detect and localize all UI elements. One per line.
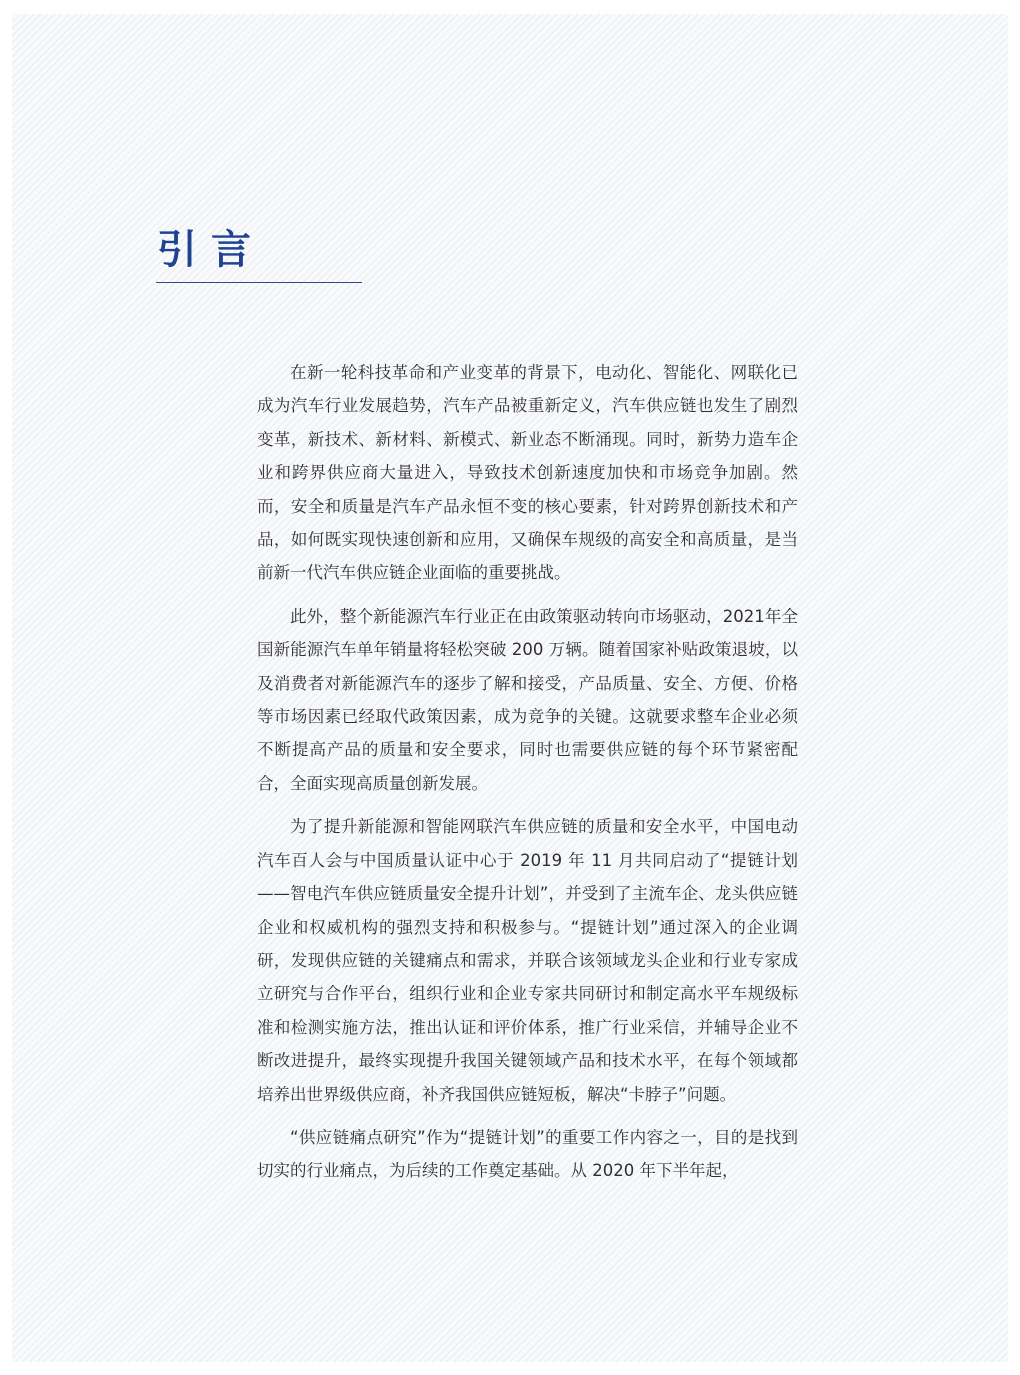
page-title: 引言: [157, 227, 265, 273]
body-text: [257, 356, 798, 1198]
title-underline: [156, 282, 362, 283]
paragraph-1: 在新一轮科技革命和产业变革的背景下，电动化、智能化、网联化已成为汽车行业发展趋势，汽车产品被重新定义，汽车供应链也发生了剧烈变革，新技术、新材料、新模式、新业态不断涌现。同时，新势力造车企业和跨界供应商大量进入，导致技术创新速度加快和市场竞争加剧。然而，安全和质量是汽车产品永恒不变的核心要素，针对跨界创新技术和产品，如何既实现快速创新和应用，又确保车规级的高安全和高质量，是当前新一代汽车供应链企业面临的重要挑战。: [257, 363, 798, 583]
paragraph-2: 此外，整个新能源汽车行业正在由政策驱动转向市场驱动，2021年全国新能源汽车单年销量将轻松突破 200 万辆。随着国家补贴政策退坡，以及消费者对新能源汽车的逐步了解和接受，产品质量、安全、方便、价格等市场因素已经取代政策因素，成为竞争的关键。这就要求整车企业必须不断提高产品的质量和安全要求，同时也需要供应链的每个环节紧密配合，全面实现高质量创新发展。: [257, 606, 798, 793]
paragraph-4: “供应链痛点研究”作为“提链计划”的重要工作内容之一，目的是找到切实的行业痛点，为后续的工作奠定基础。从 2020 年下半年起，: [257, 1127, 798, 1181]
paragraph-3: 为了提升新能源和智能网联汽车供应链的质量和安全水平，中国电动汽车百人会与中国质量认证中心于 2019 年 11 月共同启动了“提链计划——智电汽车供应链质量安全提升计划”，并受到了主流车企、龙头供应链企业和权威机构的强烈支持和积极参与。“提链计划”通过深入的企业调研，发现供应链的关键痛点和需求，并联合该领域龙头企业和行业专家成立研究与合作平台，组织行业和企业专家共同研讨和制定高水平车规级标准和检测实施方法，推出认证和评价体系，推广行业采信，并辅导企业不断改进提升，最终实现提升我国关键领域产品和技术水平，在每个领域都培养出世界级供应商，补齐我国供应链短板，解决“卡脖子”问题。: [257, 817, 798, 1104]
